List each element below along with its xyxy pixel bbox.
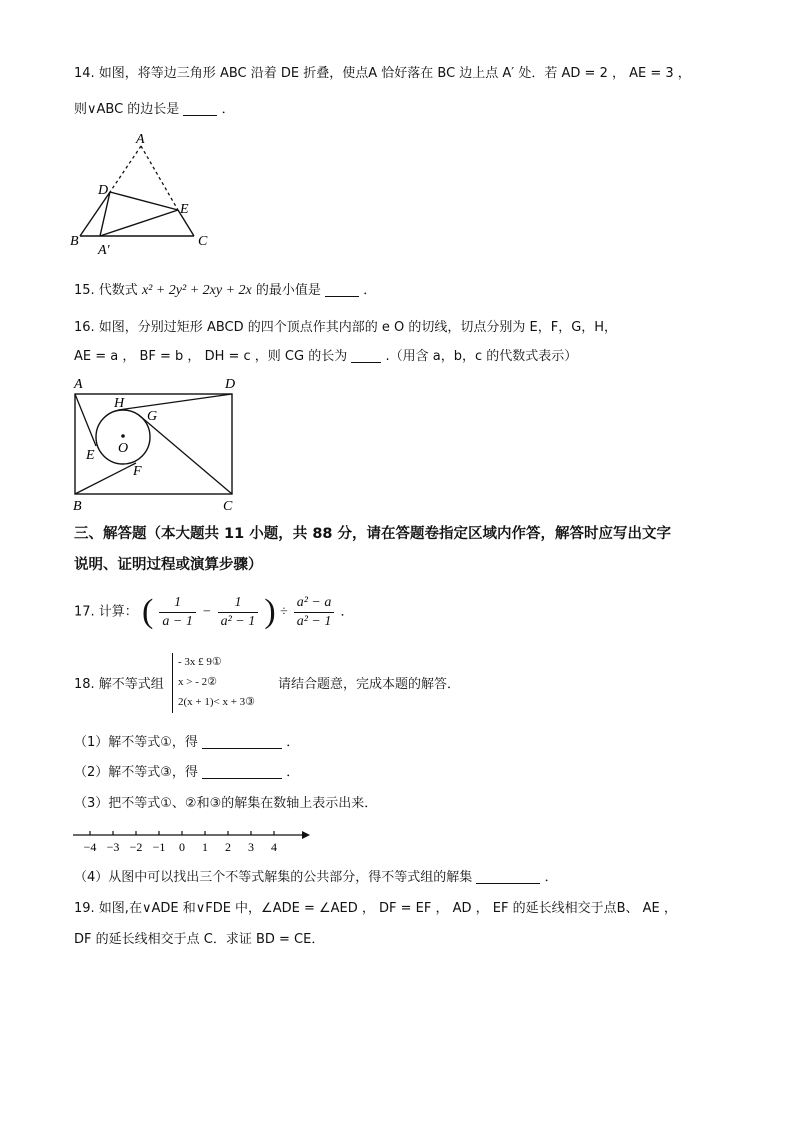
q18-prefix: 18. 解不等式组 [74, 677, 164, 692]
q17-frac1-denominator: a − 1 [162, 613, 193, 629]
q16-label-b: B [73, 499, 82, 514]
q14-line2 [74, 100, 235, 120]
q16-tangent-b [75, 463, 136, 494]
q16-line2-suffix: .（用含 a，b，c 的代数式表示） [385, 349, 578, 364]
q14-figure [70, 130, 230, 255]
q18-suffix: 请结合题意，完成本题的解答． [278, 677, 461, 692]
q16-answer-blank [351, 348, 381, 363]
q16-label-d: D [225, 377, 236, 392]
q18-part4 [74, 868, 558, 888]
q17-left-paren: ( [141, 593, 154, 630]
q17-minus: − [202, 604, 212, 620]
q16-label-h: H [114, 396, 125, 411]
q18-part1 [74, 733, 299, 753]
q16-label-c: C [223, 499, 233, 514]
q17-frac3-numerator: a² − a [294, 594, 335, 613]
q18-part4-suffix: ． [544, 870, 558, 885]
q16-line1: 16. 如图，分别过矩形 ABCD 的四个顶点作其内部的 e O 的切线，切点分别为 E，F，G，H， [74, 320, 618, 335]
q14-fold-ad [110, 146, 141, 192]
q18-part1-suffix: ． [286, 735, 300, 750]
q17-right-paren: ) [264, 593, 276, 630]
q18-part4-prefix: （4）从图中可以找出三个不等式解集的公共部分，得不等式组的解集 [74, 870, 473, 885]
q14-folded-ea [100, 210, 178, 236]
q17-fraction-3 [294, 594, 335, 631]
q14-label-d: D [98, 183, 109, 198]
q18-part3: （3）把不等式①、②和③的解集在数轴上表示出来． [74, 796, 378, 811]
q17-frac3-denominator: a² − 1 [296, 613, 332, 629]
q16-tangent-a [75, 394, 96, 446]
q18-tick-label: 4 [271, 840, 277, 854]
q18-inequality-2: x > - 2② [178, 676, 217, 688]
q19-line2: DF 的延长线相交于点 C．求证 BD = CE． [74, 932, 325, 947]
q18-part2-prefix: （2）解不等式③，得 [74, 765, 198, 780]
q18-part2-blank [202, 764, 282, 779]
q16-label-o: O [118, 441, 129, 456]
q17-line [74, 592, 354, 633]
q18-tick-label: 2 [225, 840, 231, 854]
q18-tick-label: −4 [83, 840, 97, 854]
q16-center-dot [121, 434, 125, 438]
q14-fold-ae [141, 146, 178, 210]
q18-brace [172, 653, 175, 713]
q15-answer-blank [325, 282, 359, 297]
q17-end: ． [340, 604, 354, 620]
q18-axis-arrow [302, 831, 310, 839]
q14-label-a: A [136, 132, 145, 147]
q19-line1: 19. 如图,在∨ADE 和∨FDE 中，∠ADE = ∠AED ， DF = EF ， AD ， EF 的延长线相交于点B、 AE ， [74, 901, 677, 916]
q18-inequality-1: - 3x £ 9① [178, 656, 222, 668]
q14-line2-suffix: ． [221, 102, 235, 117]
q15-prefix: 15. 代数式 [74, 283, 138, 298]
q18-tick-label: 3 [248, 840, 254, 854]
q18-tick-label: −1 [152, 840, 166, 854]
q16-label-a: A [74, 377, 83, 392]
q17-frac1-numerator: 1 [159, 594, 195, 613]
q15-line [74, 281, 376, 301]
q18-part1-prefix: （1）解不等式①，得 [74, 735, 198, 750]
q17-frac2-numerator: 1 [218, 594, 259, 613]
q18-part4-blank [476, 869, 540, 884]
q17-fraction-2 [218, 594, 259, 631]
section3-heading-line1: 三、解答题（本大题共 11 小题，共 88 分，请在答题卷指定区域内作答，解答时应写出文字 [74, 526, 672, 542]
section3-heading-line2: 说明、证明过程或演算步骤） [74, 557, 263, 573]
q18-tick-label: −2 [129, 840, 143, 854]
q16-line2-prefix: AE = a ， BF = b ， DH = c ，则 CG 的长为 [74, 349, 348, 364]
q18-part2-suffix: ． [286, 765, 300, 780]
q18-tick-label: −3 [106, 840, 120, 854]
q15-expression: x² + 2y² + 2xy + 2x [141, 283, 252, 298]
q14-answer-blank [183, 101, 217, 116]
q18-part1-blank [202, 734, 282, 749]
q17-prefix: 17. 计算： [74, 604, 138, 620]
q15-end: ． [363, 283, 377, 298]
q16-label-f: F [133, 464, 142, 479]
q14-label-b: B [70, 234, 79, 249]
q16-tangent-d [118, 394, 232, 410]
q16-label-e: E [86, 448, 95, 463]
q14-line2-prefix: 则∨ABC 的边长是 [74, 102, 180, 117]
q14-label-a-prime: A′ [98, 243, 110, 255]
q18-inequality-system [172, 653, 282, 713]
q14-fold-line-de [110, 192, 178, 210]
q16-figure [70, 374, 245, 514]
q18-inequality-3: 2(x + 1)< x + 3③ [178, 696, 256, 708]
q14-label-c: C [198, 234, 208, 249]
q14-label-e: E [180, 202, 189, 217]
q14-line1: 14. 如图，将等边三角形 ABC 沿着 DE 折叠，使点A 恰好落在 BC 边上点 A′ 处．若 AD = 2 ， AE = 3 ， [74, 66, 691, 81]
q17-frac2-denominator: a² − 1 [220, 613, 256, 629]
q18-part2 [74, 763, 299, 783]
q16-label-g: G [147, 409, 158, 424]
q17-fraction-1 [159, 594, 195, 631]
q18-tick-label: 1 [202, 840, 208, 854]
q15-suffix: 的最小值是 [255, 283, 321, 298]
q16-tangent-c [140, 416, 232, 494]
q17-divide: ÷ [279, 604, 288, 620]
q18-number-line [70, 825, 315, 857]
q18-tick-label: 0 [179, 840, 185, 854]
q16-line2 [74, 347, 577, 367]
